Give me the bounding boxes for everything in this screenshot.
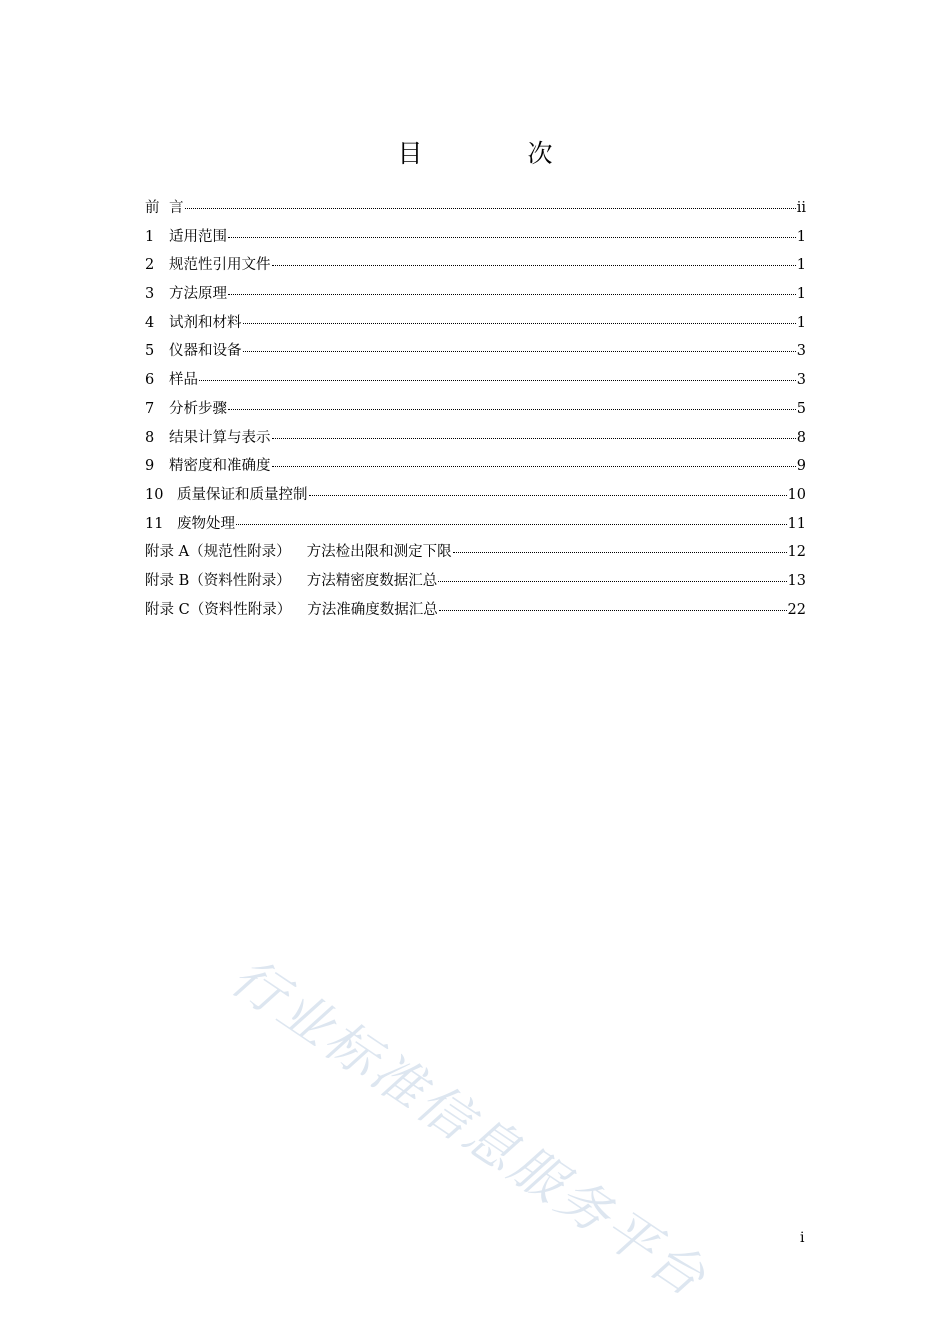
toc-leader [228,294,796,295]
toc-number: 附录 C（资料性附录） [145,601,292,618]
toc-title: 方法检出限和测定下限 [306,544,452,561]
toc-title: 方法精密度数据汇总 [306,572,438,589]
toc-number: 7 [145,400,155,417]
toc-leader [243,323,796,324]
toc-number: 4 [145,314,155,331]
toc-page: 9 [796,458,806,475]
toc-number: 10 [145,486,164,503]
toc-number: 6 [145,372,155,389]
table-of-contents [145,196,806,626]
toc-entry-appendix-c[interactable] [145,598,806,627]
toc-number: 5 [145,343,155,360]
toc-title: 试剂和材料 [169,314,242,331]
toc-entry-7[interactable] [145,397,806,426]
toc-page: 12 [787,544,806,561]
toc-title: 分析步骤 [169,400,227,417]
toc-page: ii [796,200,806,216]
toc-title: 结果计算与表示 [169,429,271,446]
toc-entry-5[interactable] [145,339,806,368]
toc-page: 8 [796,429,806,446]
toc-title: 方法原理 [169,286,227,303]
toc-title: 精密度和准确度 [169,458,271,475]
toc-title: 方法准确度数据汇总 [307,601,438,618]
toc-leader [272,438,796,439]
toc-leader [309,495,787,496]
toc-entry-4[interactable] [145,311,806,340]
toc-page: 11 [787,515,806,532]
toc-page: 1 [796,257,806,274]
toc-entry-6[interactable] [145,368,806,397]
toc-page: 10 [787,486,806,503]
toc-leader [243,351,796,352]
toc-title: 仪器和设备 [169,343,242,360]
toc-title: 言 [169,200,184,216]
page-title: 目 次 [397,139,593,168]
toc-entry-appendix-b[interactable] [145,569,806,598]
toc-entry-1[interactable] [145,225,806,254]
toc-page: 5 [796,400,806,417]
toc-leader [272,265,796,266]
toc-title: 废物处理 [177,515,235,532]
toc-number: 3 [145,286,155,303]
toc-leader [236,524,787,525]
page-number: i [800,1230,805,1246]
toc-entry-3[interactable] [145,282,806,311]
toc-entry-9[interactable] [145,454,806,483]
toc-title: 样品 [169,372,198,389]
toc-number: 附录 A（规范性附录） [145,544,291,561]
toc-number: 11 [145,515,164,532]
toc-leader [228,237,796,238]
toc-entry-8[interactable] [145,426,806,455]
toc-title: 规范性引用文件 [169,257,271,274]
toc-title: 适用范围 [169,228,227,245]
toc-page: 1 [796,286,806,303]
toc-page: 22 [787,601,806,618]
toc-entry-foreword[interactable] [145,196,806,225]
watermark: 行业标准信息服务平台 [220,947,718,1311]
toc-number: 前 [145,200,160,216]
toc-page: 3 [796,343,806,360]
toc-number: 附录 B（资料性附录） [145,572,291,589]
toc-leader [185,208,796,209]
toc-title: 质量保证和质量控制 [177,486,308,503]
toc-page: 3 [796,372,806,389]
toc-number: 9 [145,458,155,475]
toc-number: 8 [145,429,155,446]
toc-page: 13 [787,572,806,589]
toc-leader [228,409,796,410]
toc-leader [439,610,787,611]
toc-entry-2[interactable] [145,253,806,282]
toc-entry-11[interactable] [145,512,806,541]
toc-leader [272,466,796,467]
toc-entry-appendix-a[interactable] [145,540,806,569]
toc-leader [453,552,787,553]
toc-number: 1 [145,228,155,245]
toc-number: 2 [145,257,155,274]
toc-page: 1 [796,228,806,245]
toc-leader [199,380,796,381]
toc-entry-10[interactable] [145,483,806,512]
toc-page: 1 [796,314,806,331]
toc-leader [438,581,786,582]
